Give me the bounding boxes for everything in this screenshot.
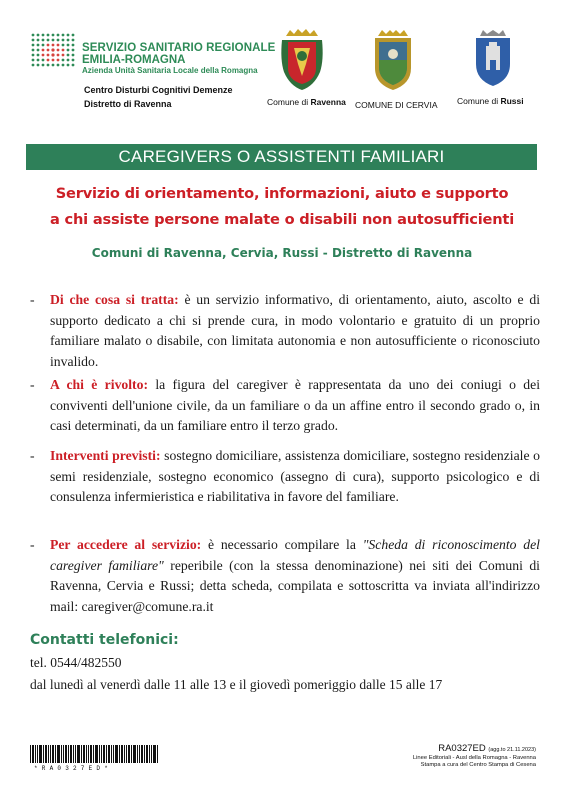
footer-line-1: Linee Editoriali - Ausl della Romagna - Ravenna [412, 755, 536, 761]
info-item [30, 375, 540, 437]
title-banner: CAREGIVERS O ASSISTENTI FAMILIARI [26, 144, 537, 170]
barcode-icon [30, 745, 158, 763]
russi-crest-icon [472, 30, 514, 88]
crest-label-ravenna: Comune di Ravenna [267, 97, 346, 107]
ausl-dots-logo [30, 32, 76, 72]
item-label: Per accedere al servizio: [50, 537, 202, 552]
center-line-1: Centro Disturbi Cognitivi Demenze [84, 85, 233, 95]
contacts-hours: dal lunedì al venerdì dalle 11 alle 13 e il giovedì pomeriggio dalle 15 alle 17 [30, 677, 443, 692]
dash-bullet: - [30, 537, 35, 552]
item-text-before: è necessario compilare la [201, 537, 363, 552]
info-item [30, 535, 540, 617]
crest-label-cervia: COMUNE DI CERVIA [355, 100, 438, 110]
dash-bullet: - [30, 448, 35, 463]
document-code-note: (agg.to 21.11.2023) [488, 747, 536, 753]
item-text: la figura del caregiver è rappresentata da uno dei coniugi o dei conviventi dell'unione civile, da un familiare o da un affine entro il secondo grado o, in casi determinati, da un familiare entro il terzo grado. [50, 377, 540, 433]
document-code: RA0327ED (agg.to 21.11.2023) [438, 743, 536, 754]
page-header [0, 0, 564, 140]
footer-info [413, 744, 536, 769]
info-item [30, 290, 540, 372]
item-label: A chi è rivolto: [50, 377, 149, 392]
comuni-line: Comuni di Ravenna, Cervia, Russi - Distretto di Ravenna [91, 246, 473, 260]
subtitle-line-1: Servizio di orientamento, informazioni, aiuto e supporto [55, 185, 509, 202]
item-text: è un servizio informativo, di orientamento, aiuto, ascolto e di supporto dedicato a chi si prende cura, in modo volontario e gratuito di un proprio familiare malato o disabile, con limitata autonomia e non autosufficiente o riconosciuto invalido. [50, 292, 540, 369]
dash-bullet: - [30, 292, 35, 307]
subtitle-line-2: a chi assiste persone malate o disabili non autosufficienti [49, 211, 515, 228]
dash-bullet: - [30, 377, 35, 392]
center-name [84, 83, 233, 111]
footer-line-2: Stampa a cura del Centro Stampa di Cesena [420, 762, 536, 768]
item-label: Di che cosa si tratta: [50, 292, 179, 307]
ausl-name [82, 42, 275, 76]
ssr-line-1: SERVIZIO SANITARIO REGIONALE [82, 42, 276, 54]
barcode-number: *RA0327ED* [34, 765, 113, 772]
ssr-line-2: EMILIA-ROMAGNA [82, 54, 186, 66]
form-name: "Scheda di riconoscimento del caregiver familiare" [50, 537, 540, 573]
item-label: Interventi previsti: [50, 448, 161, 463]
ssr-line-3: Azienda Unità Sanitaria Locale della Romagna [82, 66, 258, 75]
crest-label-russi: Comune di Russi [457, 96, 524, 106]
contacts-title: Contatti telefonici: [30, 632, 179, 648]
center-line-2: Distretto di Ravenna [84, 99, 172, 109]
info-item [30, 446, 540, 508]
cervia-crest-icon [370, 30, 416, 92]
item-text-after: reperibile (con la stessa denominazione) nei siti dei Comuni di Ravenna, Cervia e Russi; detta scheda, compilata e sottoscritta va inviata all'indirizzo mail: caregiver@comune.ra.it [50, 557, 540, 614]
item-text: sostegno domiciliare, assistenza domiciliare, sostegno residenziale o semi residenziale, sostegno economico (assegno di cura), supporto psicologico e di consulenza infermieristica e riabilitativa in favore del familiare. [50, 448, 540, 504]
contacts-phone: tel. 0544/482550 [30, 655, 122, 670]
ravenna-crest-icon [276, 28, 328, 92]
